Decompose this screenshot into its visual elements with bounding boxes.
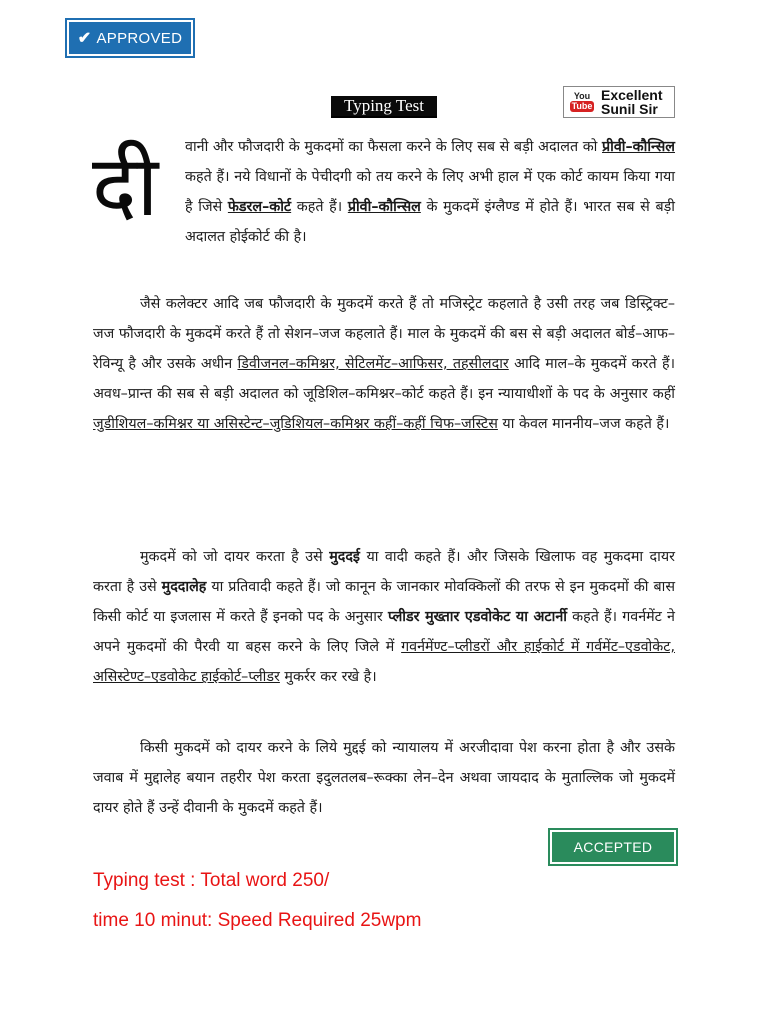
typing-test-info-line-2: time 10 minut: Speed Required 25wpm [93,910,422,931]
approved-stamp [67,20,193,56]
approved-label: APPROVED [96,29,183,47]
youtube-icon: You Tube [571,91,593,111]
paragraph-1: वानी और फौजदारी के मुकदमों का फैसला करने के लिए सब से बड़ी अदालत को प्रीवी–कौन्सिल कहते हैं। नये विधानों के पेचीदगी को तय करने के लिए अभी हाल में एक कोर्ट कायम किया गया है जिसे फेडरल–कोर्ट कहते हैं। प्रीवी–कौन्सिल के मुकदमें इंग्लैण्ड में होते हैं। भारत सब से बड़ी अदालत होईकोर्ट की है। [185,139,675,245]
check-icon: ✔ [77,30,92,47]
drop-cap: दी [92,137,159,235]
page-title: Typing Test [331,96,437,118]
paragraph-2: जैसे कलेक्टर आदि जब फौजदारी के मुकदमें करते हैं तो मजिस्ट्रेट कहलाते है उसी तरह जब डिस्ट्रिक्ट–जज फौजदारी के मुकदमें करते हैं तो सेशन–जज कहलाते हैं। माल के मुकदमें की बस से बड़ी अदालत बोर्ड–आफ–रेविन्यू है और उसके अधीन डिवीजनल–कमिश्नर, सेटिलमेंट–आफिसर, तहसीलदार आदि माल–के मुकदमें करते हैं। अवध–प्रान्त की सब से बड़ी अदालत को जूडिशिल–कमिश्नर–कोर्ट कहते हैं। इन न्यायाधीशों के पद के अनुसार कहीं जुडीशियल–कमिश्नर या असिस्टेन्ट–जुडिशियल–कमिश्नर कहीं–कहीं चिफ–जस्टिस या केवल माननीय–जज कहते हैं। [93,296,675,432]
paragraph-4: किसी मुकदमें को दायर करने के लिये मुद्दई को न्यायालय में अरजीदावा पेश करना होता है और उसके जवाब में मुद्दालेह बयान तहरीर पेश करता इदुलतलब–रूक्का लेन–देन अथवा जायदाद के मुताल्लिक जो मुकदमें दायर होते हैं उन्हें दीवानी के मुकदमें कहते हैं। [93,740,675,816]
paragraph-3: मुकदमें को जो दायर करता है उसे मुददई या वादी कहते हैं। और जिसके खिलाफ वह मुकदमा दायर करता है उसे मुददालेह या प्रतिवादी कहते हैं। जो कानून के जानकार मोवक्किलों की तरफ से इन मुकदमों की बास किसी कोर्ट या इजलास में करते हैं इनको पद के अनुसार प्लीडर मुख्तार एडवोकेट या अटार्नी कहते हैं। गवर्नमेंट ने अपने मुकदमों की पैरवी या बहस करने के लिए जिले में गवर्नमेंण्ट–प्लीडरों और हाईकोर्ट में गर्वमेंट–एडवोकेट, असिस्टेण्ट–एडवोकेट हाईकोर्ट–प्लीडर मुकर्रर कर रखे है। [93,549,675,685]
channel-name: Excellent Sunil Sir [601,87,663,117]
youtube-channel-badge [563,86,675,118]
accepted-stamp: ACCEPTED [550,830,676,864]
typing-test-info-line-1: Typing test : Total word 250/ [93,870,330,891]
